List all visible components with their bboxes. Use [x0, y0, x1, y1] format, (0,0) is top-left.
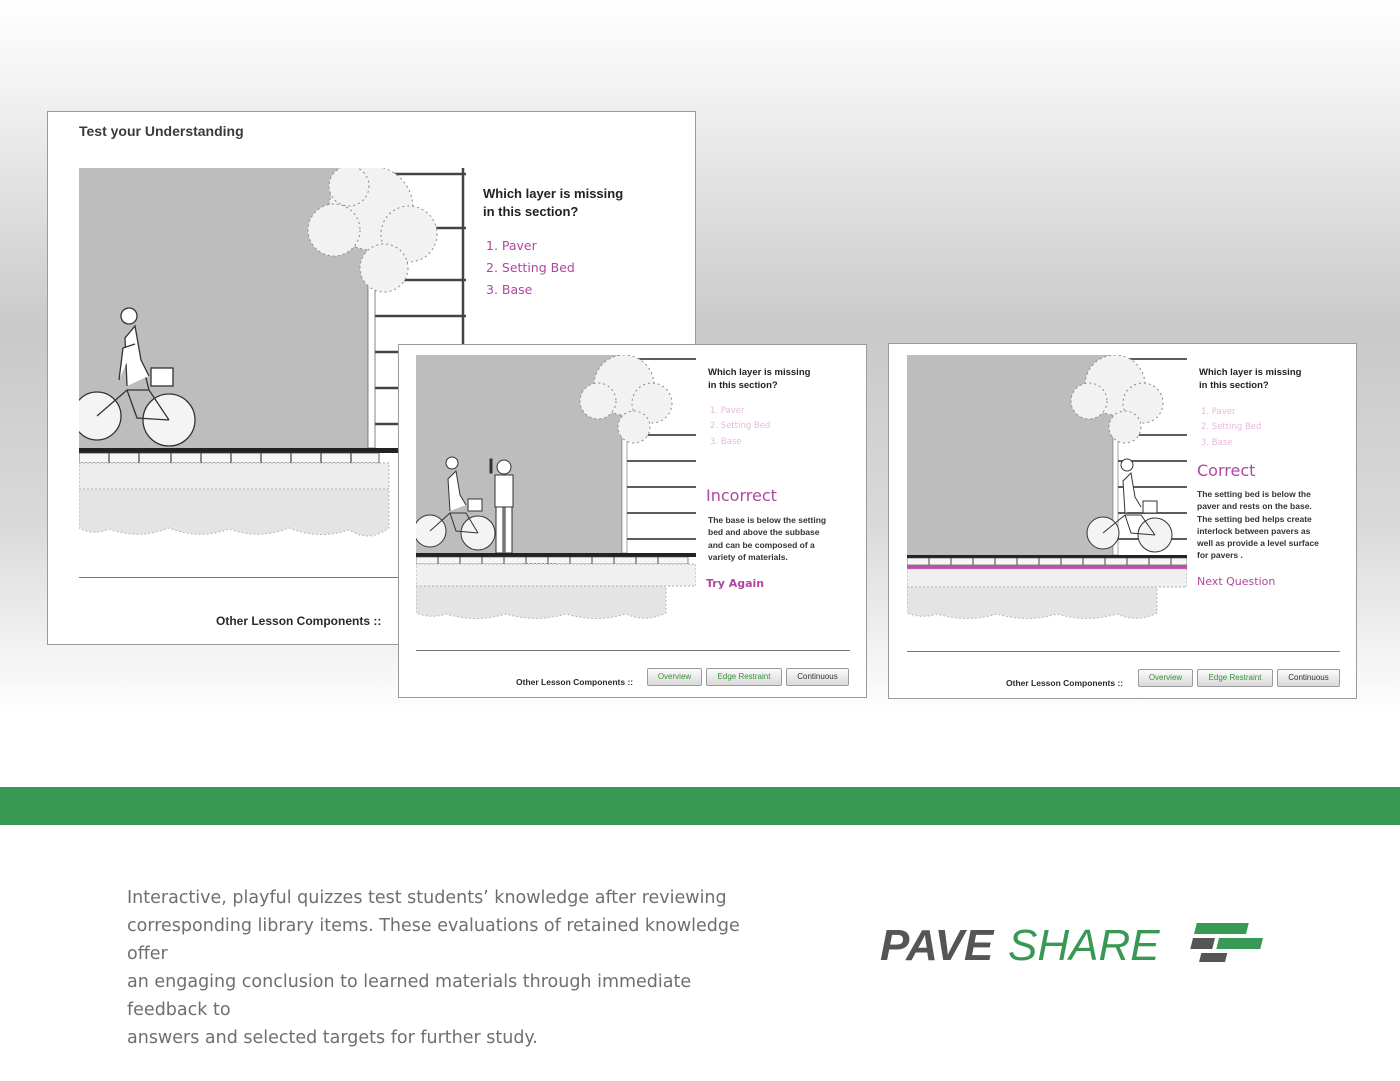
answer-option-setting-bed[interactable]: 2. Setting Bed — [1201, 422, 1262, 432]
paver-top-line — [907, 555, 1187, 558]
subbase-layer — [907, 587, 1157, 619]
slide-title: Test your Understanding — [79, 123, 244, 139]
answer-option-base[interactable]: 3. Base — [486, 282, 533, 297]
answer-option-base[interactable]: 3. Base — [710, 437, 742, 447]
answer-option-base[interactable]: 3. Base — [1201, 438, 1233, 448]
setting-bed-highlight — [907, 565, 1187, 569]
base-layer — [907, 569, 1187, 587]
answer-option-paver[interactable]: 1. Paver — [1201, 407, 1236, 417]
paver-layer — [416, 557, 688, 564]
green-band — [0, 787, 1400, 825]
edge-restraint-button[interactable]: Edge Restraint — [1197, 669, 1273, 687]
feedback-text: The base is below the setting bed and above the subbase and can be composed of a variety of materials. — [708, 515, 827, 562]
setting-bed-layer — [416, 564, 696, 586]
logo-share-text: SHARE — [1008, 921, 1160, 966]
pavement-section-illustration — [907, 355, 1187, 625]
paver-layer — [907, 558, 1187, 565]
quiz-slide-incorrect — [398, 344, 867, 698]
question-text: Which layer is missing in this section? — [1199, 367, 1302, 391]
answer-option-setting-bed[interactable]: 2. Setting Bed — [486, 260, 575, 275]
continuous-button[interactable]: Continuous — [1277, 669, 1340, 687]
footer-divider — [79, 577, 401, 578]
question-text: Which layer is missing in this section? — [708, 367, 811, 391]
base-layer — [79, 463, 389, 489]
footer-divider — [416, 650, 850, 651]
feedback-title: Correct — [1197, 461, 1256, 480]
subbase-layer — [416, 586, 666, 619]
pavement-section-illustration — [416, 355, 696, 625]
subbase-layer — [79, 489, 389, 536]
answer-option-setting-bed[interactable]: 2. Setting Bed — [710, 421, 771, 431]
overview-button[interactable]: Overview — [1138, 669, 1193, 687]
paver-layer — [79, 453, 379, 463]
feedback-text: The setting bed is below the paver and rests on the base. The setting bed helps create interlock between pavers as well as provide a level surface for pavers . — [1197, 489, 1319, 561]
try-again-link[interactable]: Try Again — [706, 577, 765, 590]
other-lesson-components-label: Other Lesson Components :: — [1006, 678, 1124, 688]
continuous-button[interactable]: Continuous — [786, 668, 849, 686]
footer-divider — [907, 651, 1340, 652]
paver-top-line — [416, 553, 696, 557]
edge-restraint-button[interactable]: Edge Restraint — [706, 668, 782, 686]
other-lesson-components-label: Other Lesson Components :: — [516, 677, 634, 687]
caption-text: Interactive, playful quizzes test students’ knowledge after reviewing corresponding library items. These evaluations of retained knowledge offer an engaging conclusion to learned materials through immediate feedback to answers and selected targets for further study. — [127, 888, 740, 1048]
other-lesson-components-label: Other Lesson Components :: — [216, 614, 382, 628]
answer-option-paver[interactable]: 1. Paver — [486, 238, 537, 253]
overview-button[interactable]: Overview — [647, 668, 702, 686]
quiz-slide-correct — [888, 343, 1357, 699]
next-question-link[interactable]: Next Question — [1197, 575, 1276, 588]
paveshare-logo — [880, 918, 1280, 966]
logo-pave-text: PAVE — [880, 921, 994, 966]
feedback-title: Incorrect — [706, 486, 777, 505]
answer-option-paver[interactable]: 1. Paver — [710, 406, 745, 416]
question-text: Which layer is missing in this section? — [483, 186, 624, 219]
